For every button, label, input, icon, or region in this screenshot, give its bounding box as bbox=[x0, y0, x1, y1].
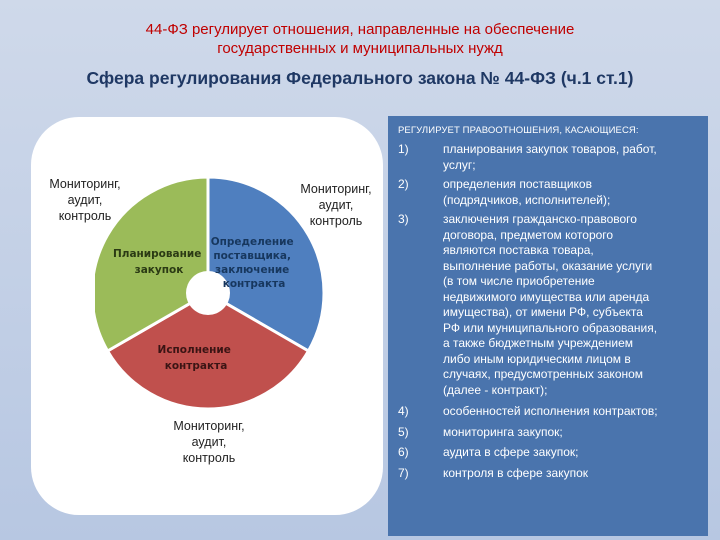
segment-supplier-line-1: Определение bbox=[210, 236, 294, 248]
regulation-list bbox=[388, 142, 708, 481]
monitoring-left-line-1: Мониторинг, bbox=[49, 177, 121, 191]
slide-subtitle bbox=[60, 20, 660, 58]
list-item-text: определения поставщиков (подрядчиков, исполнителей); bbox=[443, 177, 611, 207]
segment-planning-line-2: закупок bbox=[134, 264, 184, 276]
panel-heading: РЕГУЛИРУЕТ ПРАВООТНОШЕНИЯ, КАСАЮЩИЕСЯ: bbox=[398, 125, 639, 136]
list-item-text: контроля в сфере закупок bbox=[443, 465, 589, 480]
segment-planning-line-1: Планирование bbox=[112, 248, 202, 260]
list-item-text: особенностей исполнения контрактов; bbox=[443, 404, 658, 418]
list-item-number: 2) bbox=[398, 177, 409, 191]
list-item-number: 5) bbox=[398, 424, 409, 439]
list-item bbox=[388, 177, 708, 208]
monitoring-label-bottom bbox=[158, 418, 260, 466]
list-item-text: заключения гражданско-правового договора, предметом которого являются поставка товара, выполнение работы, оказание услуги (в том числе приобретение недвижимого имущества или аренда имущества), от имени РФ, субъекта РФ или муниципального образования, а также бюджетным учреждением либо иным юридическим лицом в случаях, предусмотренных законом (далее - контракт); bbox=[443, 212, 658, 397]
monitoring-left-line-3: контроль bbox=[58, 209, 112, 223]
monitoring-right-line-2: аудит, bbox=[318, 198, 354, 212]
monitoring-bottom-line-3: контроль bbox=[182, 451, 236, 465]
regulation-scope-panel bbox=[388, 116, 708, 536]
segment-execution-line-2: контракта bbox=[164, 360, 228, 372]
monitoring-bottom-line-2: аудит, bbox=[191, 435, 227, 449]
subtitle-line-1: 44-ФЗ регулирует отношения, направленные на обеспечение bbox=[145, 21, 575, 38]
segment-supplier-line-4: контракта bbox=[222, 278, 286, 290]
list-item bbox=[388, 445, 708, 461]
segment-supplier-line-3: заключение bbox=[215, 264, 290, 276]
list-item bbox=[388, 142, 708, 173]
segment-supplier-line-2: поставщика, bbox=[213, 250, 292, 262]
monitoring-left-line-2: аудит, bbox=[67, 193, 103, 207]
list-item-text: мониторинга закупок; bbox=[443, 424, 563, 439]
slide-title: Сфера регулирования Федерального закона № 44-ФЗ (ч.1 ст.1) bbox=[86, 68, 634, 88]
procurement-cycle-wheel bbox=[95, 150, 325, 412]
monitoring-right-line-3: контроль bbox=[309, 214, 363, 228]
monitoring-bottom-line-1: Мониторинг, bbox=[173, 419, 245, 433]
subtitle-line-2: государственных и муниципальных нужд bbox=[217, 40, 503, 57]
list-item bbox=[388, 425, 708, 441]
list-item bbox=[388, 212, 708, 398]
monitoring-right-line-1: Мониторинг, bbox=[300, 182, 372, 196]
segment-execution-line-1: Исполнение bbox=[157, 344, 231, 356]
list-item bbox=[388, 466, 708, 482]
list-item-text: аудита в сфере закупок; bbox=[443, 445, 579, 459]
list-item-number: 6) bbox=[398, 445, 409, 459]
list-item-number: 4) bbox=[398, 404, 409, 418]
list-item-number: 3) bbox=[398, 212, 409, 226]
list-item-text: планирования закупок товаров, работ, услуг; bbox=[443, 142, 657, 172]
list-item-number: 1) bbox=[398, 142, 409, 156]
list-item-number: 7) bbox=[398, 465, 409, 480]
list-item bbox=[388, 404, 708, 420]
